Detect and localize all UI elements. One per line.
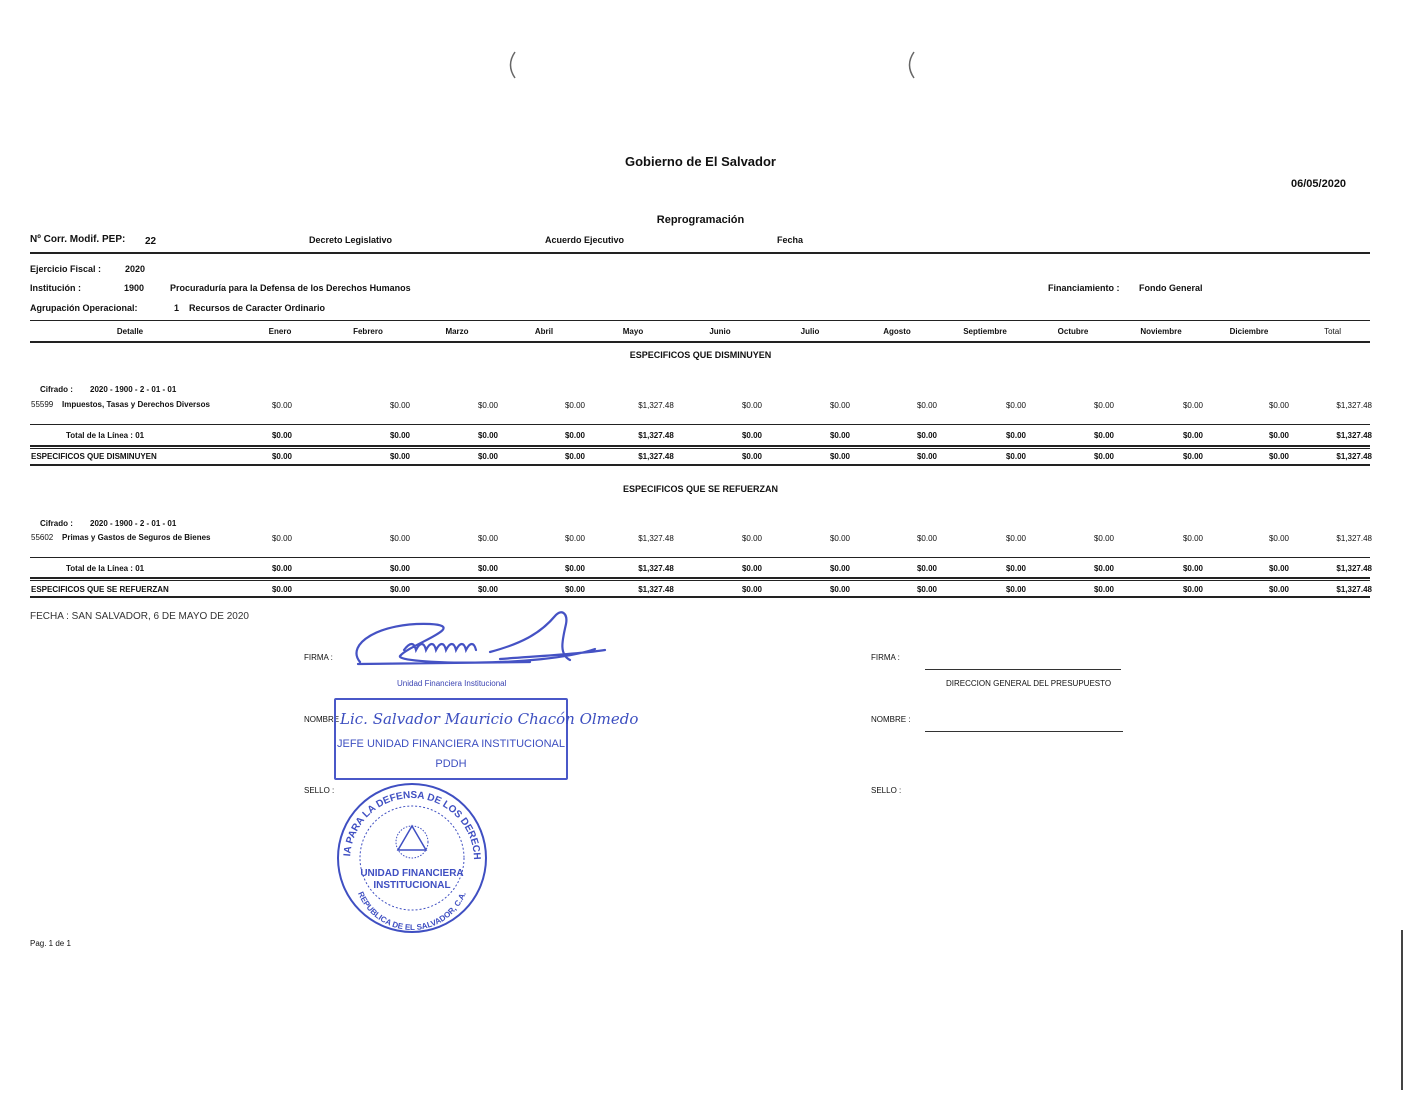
sello-label: SELLO :: [304, 786, 335, 795]
seal-inner-2: INSTITUCIONAL: [373, 880, 451, 891]
month-cell: $0.00: [477, 452, 499, 461]
month-cell: $0.00: [1182, 534, 1204, 543]
month-cell: $1,327.48: [638, 401, 674, 410]
month-cell: $0.00: [389, 534, 411, 543]
month-cell: $0.00: [916, 564, 938, 573]
month-cell: $1,327.48: [638, 431, 674, 440]
month-cell: $0.00: [1005, 585, 1027, 594]
month-cell: $0.00: [1093, 585, 1115, 594]
report-date: 06/05/2020: [1291, 178, 1347, 190]
agrupacion-label: Agrupación Operacional:: [30, 303, 138, 313]
month-cell: $0.00: [389, 452, 411, 461]
col-diciembre: Diciembre: [1229, 327, 1269, 336]
month-cell: $0.00: [1182, 585, 1204, 594]
month-cell: $0.00: [1268, 534, 1290, 543]
section-title: Reprogramación: [656, 214, 745, 226]
institucion-label: Institución :: [30, 283, 81, 293]
table-row: [0, 534, 1421, 548]
scan-mark-left: [504, 50, 518, 80]
month-cell: $0.00: [1268, 431, 1290, 440]
col-octubre: Octubre: [1057, 327, 1089, 336]
month-cell: $0.00: [564, 401, 586, 410]
svg-text:REPUBLICA DE EL SALVADOR, C.A.: [356, 890, 468, 932]
decreto-label: Decreto Legislativo: [309, 235, 393, 245]
right-nombre-label: NOMBRE :: [871, 715, 911, 724]
month-cell: $0.00: [477, 431, 499, 440]
coat-of-arms-icon: [396, 826, 428, 858]
section-total-label: ESPECIFICOS QUE DISMINUYEN: [31, 452, 157, 461]
month-cell: $0.00: [829, 452, 851, 461]
institucion-code: 1900: [124, 283, 145, 293]
line-total-label: Total de la Línea : 01: [66, 564, 145, 573]
stamp-org: PDDH: [435, 758, 467, 770]
table-header: [0, 327, 1421, 341]
line-total-top: [30, 557, 1370, 558]
acuerdo-label: Acuerdo Ejecutivo: [545, 235, 625, 245]
month-cell: $0.00: [1005, 534, 1027, 543]
fecha-line: FECHA : SAN SALVADOR, 6 DE MAYO DE 2020: [30, 611, 249, 622]
month-cell: $0.00: [829, 431, 851, 440]
month-cell: $0.00: [1268, 585, 1290, 594]
seal-bottom-text: REPUBLICA DE EL SALVADOR, C.A.: [356, 890, 468, 933]
month-cell: $0.00: [271, 431, 293, 440]
cifrado-label: Cifrado :: [40, 385, 73, 394]
corr-label: Nº Corr. Modif. PEP:: [30, 234, 126, 245]
month-cell: $0.00: [829, 564, 851, 573]
total-cell: $1,327.48: [1336, 564, 1372, 573]
month-cell: $0.00: [271, 452, 293, 461]
month-cell: $0.00: [1268, 452, 1290, 461]
month-cell: $0.00: [741, 534, 763, 543]
month-cell: $0.00: [1005, 431, 1027, 440]
right-firma-label: FIRMA :: [871, 653, 900, 662]
section-total-top: [30, 577, 1370, 579]
col-septiembre: Septiembre: [963, 327, 1007, 336]
section-title-refuerzan: ESPECIFICOS QUE SE REFUERZAN: [622, 484, 779, 494]
section-total-top-2: [30, 448, 1370, 449]
financiamiento-value: Fondo General: [1139, 283, 1203, 293]
signature: [340, 604, 610, 689]
total-cell: $1,327.48: [1336, 401, 1372, 410]
month-cell: $0.00: [389, 564, 411, 573]
month-cell: $0.00: [741, 452, 763, 461]
month-cell: $1,327.48: [638, 534, 674, 543]
month-cell: $0.00: [1005, 452, 1027, 461]
col-junio: Junio: [709, 327, 731, 336]
month-cell: $0.00: [564, 564, 586, 573]
government-title: Gobierno de El Salvador: [625, 154, 776, 169]
table-row: [0, 431, 1421, 445]
month-cell: $0.00: [564, 534, 586, 543]
col-mayo: Mayo: [622, 327, 644, 336]
item-code: 55602: [31, 533, 54, 542]
section-total-bottom: [30, 464, 1370, 466]
line-total-label: Total de la Línea : 01: [66, 431, 145, 440]
month-cell: $0.00: [741, 431, 763, 440]
item-name: Primas y Gastos de Seguros de Bienes: [62, 533, 211, 542]
table-row: [0, 401, 1421, 415]
table-row: [0, 564, 1421, 578]
institucion-name: Procuraduría para la Defensa de los Derechos Humanos: [170, 283, 411, 293]
scan-edge: [1401, 930, 1403, 1090]
cifrado-label: Cifrado :: [40, 519, 73, 528]
month-cell: $0.00: [389, 585, 411, 594]
line-total-top: [30, 424, 1370, 425]
month-cell: $0.00: [741, 564, 763, 573]
financiamiento-label: Financiamiento :: [1048, 283, 1120, 293]
section-total-label: ESPECIFICOS QUE SE REFUERZAN: [31, 585, 169, 594]
section-total-top: [30, 445, 1370, 447]
col-enero: Enero: [268, 327, 292, 336]
right-sello-label: SELLO :: [871, 786, 902, 795]
section-total-bottom: [30, 596, 1370, 598]
month-cell: $0.00: [829, 401, 851, 410]
month-cell: $0.00: [916, 585, 938, 594]
month-cell: $0.00: [271, 564, 293, 573]
month-cell: $0.00: [829, 585, 851, 594]
month-cell: $1,327.48: [638, 452, 674, 461]
col-febrero: Febrero: [353, 327, 383, 336]
corr-value: 22: [145, 236, 157, 247]
ejercicio-label: Ejercicio Fiscal :: [30, 264, 102, 274]
col-agosto: Agosto: [883, 327, 911, 336]
month-cell: $0.00: [477, 401, 499, 410]
month-cell: $0.00: [1182, 564, 1204, 573]
month-cell: $0.00: [477, 534, 499, 543]
item-code: 55599: [31, 400, 54, 409]
col-noviembre: Noviembre: [1140, 327, 1182, 336]
month-cell: $0.00: [916, 401, 938, 410]
signature-caption: Unidad Financiera Institucional: [397, 679, 507, 688]
columns-bottom-line: [30, 341, 1370, 343]
col-detalle: Detalle: [116, 327, 144, 336]
seal-inner-1: UNIDAD FINANCIERA: [360, 868, 464, 879]
right-firma-line: [925, 669, 1121, 670]
month-cell: $0.00: [271, 401, 293, 410]
month-cell: $0.00: [1268, 564, 1290, 573]
month-cell: $0.00: [1182, 431, 1204, 440]
month-cell: $0.00: [564, 431, 586, 440]
page-number: Pag. 1 de 1: [30, 939, 71, 948]
month-cell: $0.00: [564, 585, 586, 594]
seal-outer-text: IA PARA LA DEFENSA DE LOS DERECH: [342, 789, 483, 861]
columns-top-line: [30, 320, 1370, 321]
month-cell: $1,327.48: [638, 585, 674, 594]
month-cell: $0.00: [1182, 452, 1204, 461]
right-nombre-line: [925, 731, 1123, 732]
month-cell: $0.00: [1093, 431, 1115, 440]
month-cell: $0.00: [271, 585, 293, 594]
total-cell: $1,327.48: [1336, 585, 1372, 594]
month-cell: $0.00: [1093, 534, 1115, 543]
month-cell: $0.00: [741, 585, 763, 594]
month-cell: $0.00: [829, 534, 851, 543]
month-cell: $0.00: [916, 452, 938, 461]
month-cell: $0.00: [477, 585, 499, 594]
month-cell: $0.00: [1182, 401, 1204, 410]
month-cell: $0.00: [1093, 452, 1115, 461]
total-cell: $1,327.48: [1336, 452, 1372, 461]
month-cell: $0.00: [389, 401, 411, 410]
col-julio: Julio: [800, 327, 820, 336]
nombre-label: NOMBRE :: [304, 715, 344, 724]
svg-text:PROCURADURIA PARA LA DEFENSA D: [332, 780, 482, 860]
firma-label: FIRMA :: [304, 653, 333, 662]
col-total: Total: [1324, 327, 1341, 336]
month-cell: $0.00: [564, 452, 586, 461]
col-marzo: Marzo: [445, 327, 469, 336]
scan-mark-right: [903, 50, 917, 80]
cifrado-value: 2020 - 1900 - 2 - 01 - 01: [90, 385, 177, 394]
section-total-top-2: [30, 580, 1370, 581]
total-cell: $1,327.48: [1336, 534, 1372, 543]
month-cell: $1,327.48: [638, 564, 674, 573]
month-cell: $0.00: [916, 534, 938, 543]
month-cell: $0.00: [1093, 564, 1115, 573]
month-cell: $0.00: [389, 431, 411, 440]
fecha-label: Fecha: [777, 235, 804, 245]
month-cell: $0.00: [271, 534, 293, 543]
total-cell: $1,327.48: [1336, 431, 1372, 440]
month-cell: $0.00: [1093, 401, 1115, 410]
cifrado-value: 2020 - 1900 - 2 - 01 - 01: [90, 519, 177, 528]
col-abril: Abril: [534, 327, 554, 336]
section-title-disminuyen: ESPECIFICOS QUE DISMINUYEN: [629, 350, 772, 360]
month-cell: $0.00: [1005, 401, 1027, 410]
header-divider: [30, 252, 1370, 254]
name-stamp: [334, 698, 639, 780]
institution-seal: [332, 780, 492, 941]
stamp-title: JEFE UNIDAD FINANCIERA INSTITUCIONAL: [337, 738, 565, 750]
ejercicio-value: 2020: [125, 264, 146, 274]
month-cell: $0.00: [1268, 401, 1290, 410]
month-cell: $0.00: [741, 401, 763, 410]
item-name: Impuestos, Tasas y Derechos Diversos: [62, 400, 210, 409]
month-cell: $0.00: [916, 431, 938, 440]
month-cell: $0.00: [477, 564, 499, 573]
month-cell: $0.00: [1005, 564, 1027, 573]
agrupacion-name: Recursos de Caracter Ordinario: [189, 303, 326, 313]
agrupacion-code: 1: [174, 303, 180, 313]
right-dept: DIRECCION GENERAL DEL PRESUPUESTO: [946, 679, 1112, 688]
stamp-name: Lic. Salvador Mauricio Chacón Olmedo: [340, 710, 639, 728]
